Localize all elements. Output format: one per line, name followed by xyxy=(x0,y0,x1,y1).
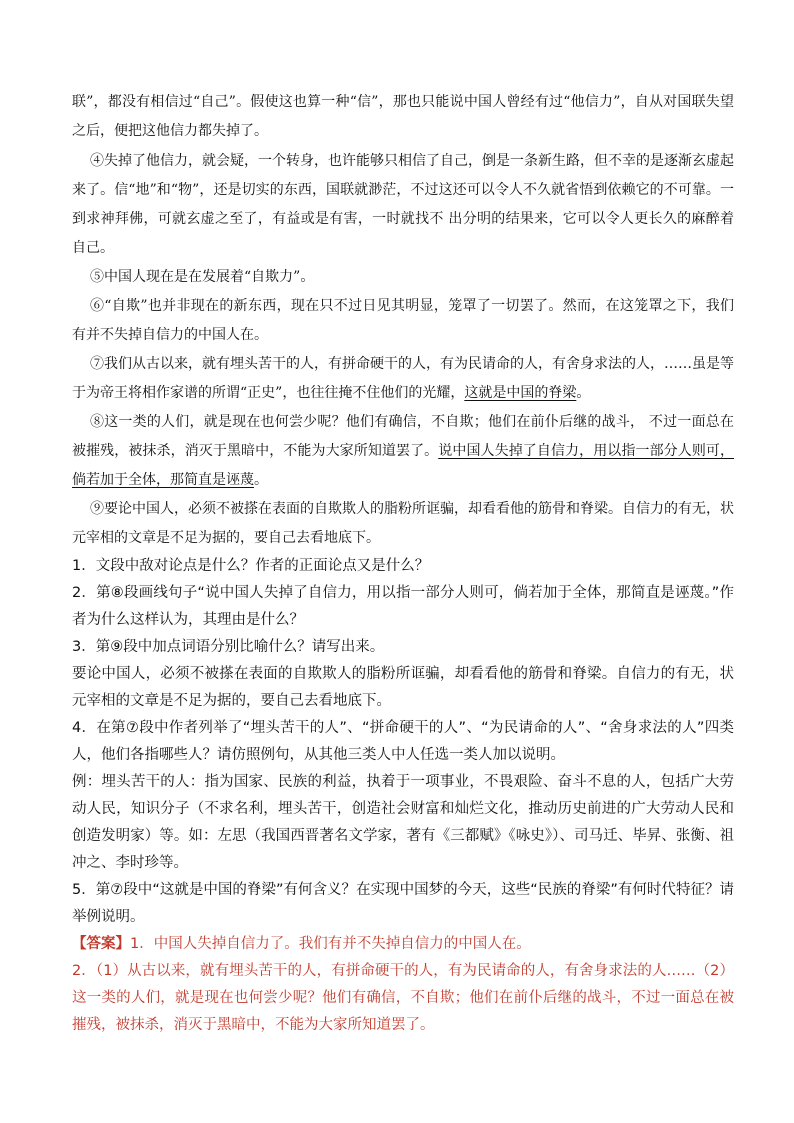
question-3: 3．第⑨段中加点词语分别比喻什么？请写出来。 xyxy=(72,639,385,655)
paragraph-7-text: ⑦我们从古以来，就有埋头苦干的人，有拼命硬干的人，有为民请命的人，有舍身求法的人，……虽是等于为帝王将相作家谱的所谓“正史”，也往往掩不住他们的光耀， xyxy=(72,356,734,401)
question-4-example: 例：埋头苦干的人：指为国家、民族的利益，执着于一项事业，不畏艰险、奋斗不息的人，包括广大劳动人民，知识分子（不求名利，埋头苦干，创造社会财富和灿烂文化，推动历史前进的广大劳动人民和创造发明家）等。如：左思（我国西晋著名文学家，著有《三都赋》《咏史》）、司马迁、毕昇、张衡、祖冲之、李时珍等。 xyxy=(72,774,734,871)
question-4: 4．在第⑦段中作者列举了“埋头苦干的人”、“拼命硬干的人”、“为民请命的人”、“舍身求法的人”四类人，他们各指哪些人？请仿照例句，从其他三类人中人任选一类人加以说明。 xyxy=(72,720,734,763)
question-3-text: 要论中国人，必须不被搽在表面的自欺欺人的脂粉所诓骗，却看看他的筋骨和脊梁。自信力的有无，状元宰相的文章是不足为据的，要自己去看地底下。 xyxy=(72,666,734,709)
paragraph-8-end: 。 xyxy=(254,472,268,488)
answer-tag: 【答案】 xyxy=(72,936,130,952)
paragraph-continued: 联”，都没有相信过“自己”。假使这也算一种“信”，那也只能说中国人曾经有过“他信力”，自从对国联失望之后，便把这他信力都失掉了。 xyxy=(72,94,734,139)
paragraph-7-end: 。 xyxy=(576,385,591,401)
answer-1-text: 1．中国人失掉自信力了。我们有并不失掉自信力的中国人在。 xyxy=(130,936,531,952)
paragraph-4: ④失掉了他信力，就会疑，一个转身，也许能够只相信了自己，倒是一条新生路，但不幸的是逐渐玄虚起来了。信“地”和“物”，还是切实的东西，国联就渺茫，不过这还可以令人不久就省悟到依赖它的不可靠。一到求神拜佛，可就玄虚之至了，有益或是有害，一时就找不 出分明的结果来，它可以令人更长久的麻醉着自己。 xyxy=(72,153,734,256)
paragraph-7 xyxy=(72,350,734,408)
question-2: 2．第⑧段画线句子“说中国人失掉了自信力，用以指一部分人则可，倘若加于全体，那简直是诬蔑。”作者为什么这样认为，其理由是什么？ xyxy=(72,585,734,628)
answer-1 xyxy=(72,931,734,958)
paragraph-5: ⑤中国人现在是在发展着“自欺力”。 xyxy=(90,269,315,285)
paragraph-8-text: ⑧这一类的人们，就是现在也何尝少呢？他们有确信，不自欺；他们在前仆后继的战斗， 不过一面总在被摧残，被抹杀，消灭于黑暗中，不能为大家所知道罢了。 xyxy=(72,414,734,459)
question-1: 1．文段中敌对论点是什么？作者的正面论点又是什么？ xyxy=(72,558,430,574)
paragraph-8 xyxy=(72,408,734,495)
paragraph-9: ⑨要论中国人，必须不被搽在表面的自欺欺人的脂粉所诓骗，却看看他的筋骨和脊梁。自信力的有无，状元宰相的文章是不足为据的，要自己去看地底下。 xyxy=(72,501,734,546)
answer-2: 2．（1）从古以来，就有埋头苦干的人，有拼命硬干的人，有为民请命的人，有舍身求法的人……（2）这一类的人们，就是现在也何尝少呢？他们有确信，不自欺；他们在前仆后继的战斗，不过一面总在被摧残，被抹杀，消灭于黑暗中，不能为大家所知道罢了。 xyxy=(72,963,734,1033)
question-5: 5．第⑦段中“这就是中国的脊梁”有何含义？在实现中国梦的今天，这些“民族的脊梁”有何时代特征？请举例说明。 xyxy=(72,882,734,925)
paragraph-7-underlined: 这就是中国的脊梁 xyxy=(464,385,577,401)
paragraph-6: ⑥“自欺”也并非现在的新东西，现在只不过日见其明显，笼罩了一切罢了。然而，在这笼罩之下，我们有并不失掉自信力的中国人在。 xyxy=(72,298,734,343)
paragraph-8-underlined: 说中国人失掉了自信力，用以指一部分人则可，倘若加于全体，那简直是诬蔑 xyxy=(72,443,735,488)
